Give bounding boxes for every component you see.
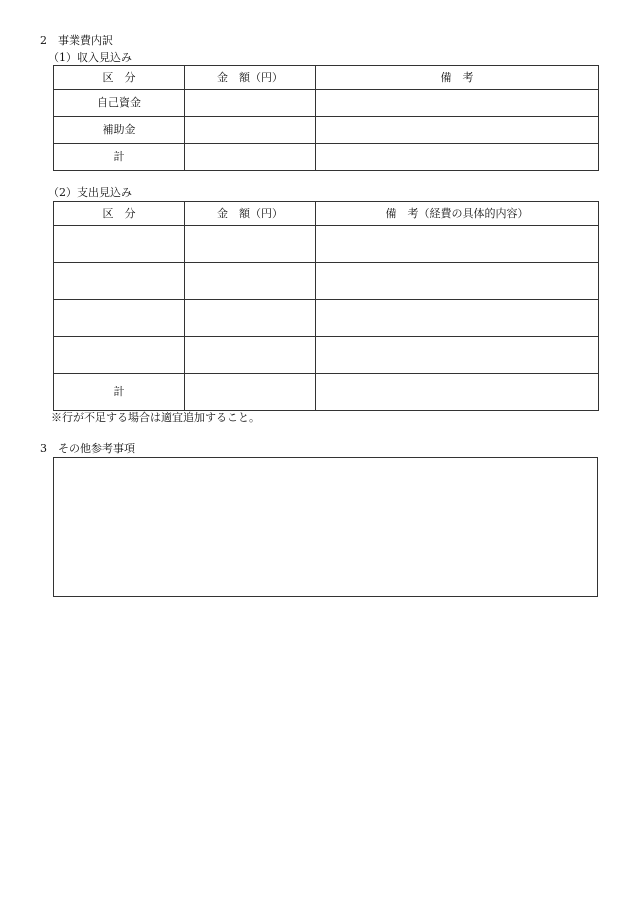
- expense-amount-cell[interactable]: [185, 226, 316, 263]
- income-header-row: [54, 66, 599, 90]
- expense-table: [53, 201, 599, 411]
- expense-remarks-cell[interactable]: [316, 337, 599, 374]
- income-amount-cell[interactable]: [185, 144, 316, 171]
- income-header-amount: 金 額（円）: [185, 66, 316, 90]
- table-row: [54, 337, 599, 374]
- table-row: [54, 226, 599, 263]
- expense-category-cell[interactable]: [54, 300, 185, 337]
- expense-total-remarks-cell[interactable]: [316, 374, 599, 411]
- other-reference-box[interactable]: [53, 457, 598, 597]
- expense-header-category: 区 分: [54, 202, 185, 226]
- section-3-heading: 3 その他参考事項: [40, 442, 135, 455]
- expense-category-cell[interactable]: [54, 263, 185, 300]
- expense-amount-cell[interactable]: [185, 300, 316, 337]
- expense-remarks-cell[interactable]: [316, 300, 599, 337]
- table-row: [54, 117, 599, 144]
- section-2-heading: 2 事業費内訳: [40, 34, 113, 47]
- income-remarks-cell[interactable]: [316, 144, 599, 171]
- income-subheading: （1）収入見込み: [48, 51, 132, 64]
- expense-note: ※行が不足する場合は適宜追加すること。: [51, 411, 260, 424]
- expense-category-cell[interactable]: [54, 337, 185, 374]
- expense-total-amount-cell[interactable]: [185, 374, 316, 411]
- income-amount-cell[interactable]: [185, 90, 316, 117]
- income-row-label: 自己資金: [54, 90, 185, 117]
- income-header-category: 区 分: [54, 66, 185, 90]
- income-row-label: 計: [54, 144, 185, 171]
- expense-remarks-cell[interactable]: [316, 263, 599, 300]
- income-table: [53, 65, 599, 171]
- income-remarks-cell[interactable]: [316, 117, 599, 144]
- table-row: [54, 263, 599, 300]
- expense-subheading: （2）支出見込み: [48, 186, 132, 199]
- income-amount-cell[interactable]: [185, 117, 316, 144]
- income-row-label: 補助金: [54, 117, 185, 144]
- expense-total-label: 計: [54, 374, 185, 411]
- expense-category-cell[interactable]: [54, 226, 185, 263]
- table-row: [54, 300, 599, 337]
- expense-remarks-cell[interactable]: [316, 226, 599, 263]
- table-row: [54, 90, 599, 117]
- expense-header-amount: 金 額（円）: [185, 202, 316, 226]
- expense-header-remarks: 備 考（経費の具体的内容）: [316, 202, 599, 226]
- table-row: [54, 374, 599, 411]
- expense-amount-cell[interactable]: [185, 263, 316, 300]
- income-header-remarks: 備 考: [316, 66, 599, 90]
- income-remarks-cell[interactable]: [316, 90, 599, 117]
- expense-amount-cell[interactable]: [185, 337, 316, 374]
- table-row: [54, 144, 599, 171]
- expense-header-row: [54, 202, 599, 226]
